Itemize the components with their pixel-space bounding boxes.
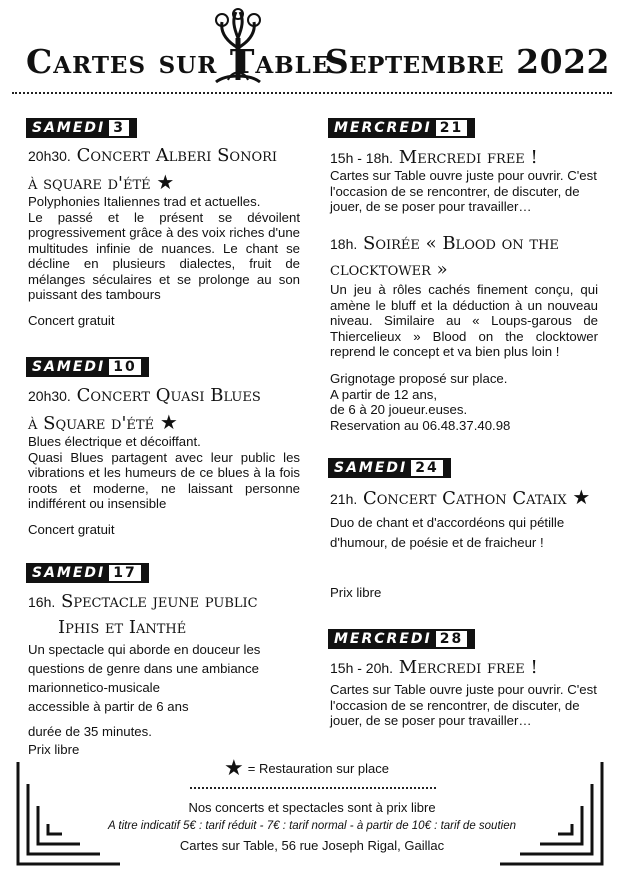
date-badge-sat10	[26, 357, 149, 377]
badge-day: MERCREDI	[334, 120, 432, 136]
deco-corner-right-icon	[500, 762, 610, 872]
event-title-sat3	[28, 143, 277, 197]
badge-day: MERCREDI	[334, 631, 432, 647]
footer-divider	[190, 787, 436, 789]
event-time: 21h.	[330, 491, 358, 507]
desc-line: Quasi Blues partagent avec leur public les vibrations et les humeurs de ce blues à la fois roots et moderne, ne laissant personne indifférent ou insensible	[28, 449, 300, 511]
event-title-sat17	[28, 589, 258, 641]
event-title-wed21-blood	[330, 231, 559, 283]
event-desc-sat3	[28, 194, 300, 303]
extra-line: Reservation au 06.48.37.40.98	[330, 417, 511, 433]
event-title-line: Mercredi free !	[398, 657, 538, 678]
event-note-sat24: Prix libre	[330, 585, 382, 600]
event-title-line: Soirée « Blood on the	[362, 233, 559, 254]
month-title: Septembre 2022	[324, 42, 610, 81]
event-note-sat17: Prix libre	[28, 742, 80, 757]
extra-line: A partir de 12 ans,	[330, 386, 438, 402]
badge-day: SAMEDI	[334, 460, 408, 476]
legend	[224, 756, 389, 781]
event-title-line: Iphis et Ianthé	[58, 617, 187, 638]
date-badge-sat17	[26, 563, 149, 583]
event-title-line: Concert Alberi Sonori	[76, 145, 278, 166]
event-time: 18h.	[330, 236, 358, 252]
event-age-sat17: accessible à partir de 6 ans	[28, 699, 189, 714]
badge-num: 21	[436, 120, 467, 136]
deco-corner-left-icon	[10, 762, 120, 872]
date-badge-wed21	[328, 118, 475, 138]
event-desc-wed21-free: Cartes sur Table ouvre juste pour ouvrir. C'est l'occasion de se rencontrer, de discuter, de jouer, de se poser pour travailler…	[330, 168, 597, 214]
event-duration-sat17: durée de 35 minutes.	[28, 724, 152, 739]
desc-line: Blues électrique et décoiffant.	[28, 434, 201, 449]
tree-logo-icon	[206, 8, 270, 86]
star-icon: ★	[224, 756, 244, 781]
event-time: 15h - 20h.	[330, 660, 394, 676]
header-divider	[12, 92, 612, 94]
event-desc-sat24: Duo de chant et d'accordéons qui pétille d'humour, de poésie et de fraicheur !	[330, 515, 565, 550]
event-title-sat10	[28, 383, 261, 437]
event-desc-wed21-blood: Un jeu à rôles cachés finement conçu, qui amène le bluff et la déduction à un nouveau niveau. Similaire au « Loups-garous de Thiercelieux » Blood on the clocktower reprend le concept et va bien plus loin !	[330, 282, 598, 359]
badge-day: SAMEDI	[32, 565, 106, 581]
event-title-sat24	[330, 484, 590, 512]
event-title-line: Spectacle jeune public	[60, 591, 258, 612]
venue-title: Cartes sur Table	[26, 42, 331, 81]
event-title-line: Concert Cathon Cataix	[362, 488, 567, 509]
page-header	[22, 36, 612, 86]
event-time: 15h - 18h.	[330, 150, 394, 166]
badge-day: SAMEDI	[32, 359, 106, 375]
badge-num: 10	[109, 359, 140, 375]
event-time: 20h30.	[28, 388, 71, 404]
event-time: 16h.	[28, 594, 56, 610]
event-time: 20h30.	[28, 148, 71, 164]
date-badge-sat3	[26, 118, 137, 138]
event-extra-wed21	[330, 371, 598, 433]
legend-text: = Restauration sur place	[247, 761, 390, 776]
star-icon: ★	[572, 485, 591, 509]
event-title-line: à Square d'été	[28, 413, 155, 434]
star-icon: ★	[159, 410, 178, 434]
badge-num: 28	[436, 631, 467, 647]
event-note-sat3: Concert gratuit	[28, 313, 115, 328]
desc-line: Le passé et le présent se dévoilent progressivement grâce à des voix riches d'une multitudes infinie de nuances. Le chant se décline en plusieurs dialectes, fruit de mélanges séculaires et se prolonge au son puissant des tambours	[28, 209, 300, 302]
extra-line: Grignotage proposé sur place.	[330, 371, 508, 386]
badge-day: SAMEDI	[32, 120, 106, 136]
extra-line: de 6 à 20 joueur.euses.	[330, 402, 468, 417]
event-title-line: Mercredi free !	[398, 147, 538, 168]
badge-num: 24	[411, 460, 442, 476]
badge-num: 3	[109, 120, 129, 136]
event-desc-wed28: Cartes sur Table ouvre juste pour ouvrir. C'est l'occasion de se rencontrer, de discuter, de jouer, de se poser pour travailler…	[330, 682, 597, 728]
event-title-line: clocktower »	[330, 259, 448, 280]
event-title-line: Concert Quasi Blues	[76, 385, 261, 406]
event-desc-sat10	[28, 434, 300, 512]
star-icon: ★	[156, 170, 175, 194]
desc-line: Polyphonies Italiennes trad et actuelles.	[28, 194, 261, 209]
badge-num: 17	[109, 565, 140, 581]
date-badge-sat24	[328, 458, 451, 478]
event-title-wed28	[330, 655, 538, 681]
footer-address: Cartes sur Table, 56 rue Joseph Rigal, Gaillac	[179, 838, 445, 853]
footer-tariffs: A titre indicatif 5€ : tarif réduit - 7€ : tarif normal - à partir de 10€ : tarif de soutien	[107, 820, 516, 832]
event-note-sat10: Concert gratuit	[28, 522, 115, 537]
date-badge-wed28	[328, 629, 475, 649]
event-title-line: à square d'été	[28, 173, 151, 194]
footer-price-note: Nos concerts et spectacles sont à prix libre	[188, 800, 436, 815]
event-desc-sat17: Un spectacle qui aborde en douceur les questions de genre dans une ambiance marionnetico-musicale	[28, 642, 261, 695]
